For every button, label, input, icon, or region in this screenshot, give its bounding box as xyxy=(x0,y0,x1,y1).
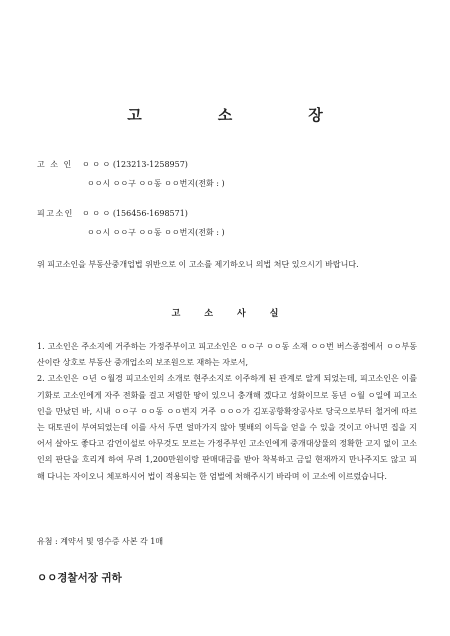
addressee: ㅇㅇ경찰서장 귀하 xyxy=(37,572,122,584)
defendant-address: ㅇㅇ시 ㅇㅇ구 ㅇㅇ동 ㅇㅇ번지(전화 : ) xyxy=(87,228,225,237)
attachment-note: 유첨 : 계약서 및 영수증 사본 각 1매 xyxy=(37,537,164,546)
facts-title-char: 실 xyxy=(269,309,279,319)
facts-section-title xyxy=(0,306,450,319)
facts-paragraph: 2. 고소인은 ㅇ년 ㅇ월경 피고소인의 소개로 현주소지로 이주하게 된 관계로 알게 되었는데, 피고소인은 이를 기화로 고소인에게 자주 전화를 걸고 저렴한 땅이 있으니 충개해 겠다고 성화이므로 동년 ㅇ월 ㅇ일에 피고소인을 만났던 바, 시내 ㅇㅇ구 ㅇㅇ동 ㅇㅇ번지 거주 ㅇㅇㅇ가 김포공항확장공사로 당국으로부터 철거에 따르는 대토권이 부여되었는데 이를 사서 두면 얼마가지 않아 몇배의 이득을 얻을 수 있을 것이고 아니면 집을 지어서 살아도 좋다고 감언이설로 아무것도 모르는 가정주부인 고소인에게 중개대상물의 정확한 고지 없이 고소인의 판단을 흐리게 하여 무려 1,200만원이랑 판매대금를 받아 착복하고 금일 현재까지 만나주지도 않고 피해 다니는 자이오니 체포하시어 법이 적용되는 한 엄벌에 처해주시기 바라며 이 고소에 이르렀습니다. xyxy=(37,374,417,481)
title-char: 고 xyxy=(127,106,142,124)
document-title xyxy=(0,104,450,125)
title-char: 장 xyxy=(308,106,323,124)
facts-paragraph: 1. 고소인은 주소지에 거주하는 가정주부이고 피고소인은 ㅇㅇ구 ㅇㅇ동 소재 ㅇㅇ번 버스종점에서 ㅇㅇ부동산이란 상호로 부동산 중개업소의 보조원으로 재하는 자로서, xyxy=(37,342,417,368)
complaint-purpose: 위 피고소인을 부동산중개업법 위반으로 이 고소를 제기하오니 의법 처단 있으시기 바랍니다. xyxy=(37,260,359,269)
defendant-label: 피고소인 xyxy=(37,209,74,218)
facts-title-char: 소 xyxy=(204,309,213,319)
complainant-name-id: ㅇ ㅇ ㅇ (123213-1258957) xyxy=(82,160,188,169)
title-char: 소 xyxy=(217,106,233,124)
complainant-block xyxy=(37,160,225,189)
facts-title-char: 고 xyxy=(171,309,181,319)
complainant-label: 고 소 인 xyxy=(37,160,73,169)
facts-title-char: 사 xyxy=(237,309,246,319)
complainant-address: ㅇㅇ시 ㅇㅇ구 ㅇㅇ동 ㅇㅇ번지(전화 : ) xyxy=(87,179,225,188)
defendant-block xyxy=(37,209,225,238)
defendant-name-id: ㅇ ㅇ ㅇ (156456-1698571) xyxy=(82,209,188,218)
facts-body xyxy=(37,339,417,485)
